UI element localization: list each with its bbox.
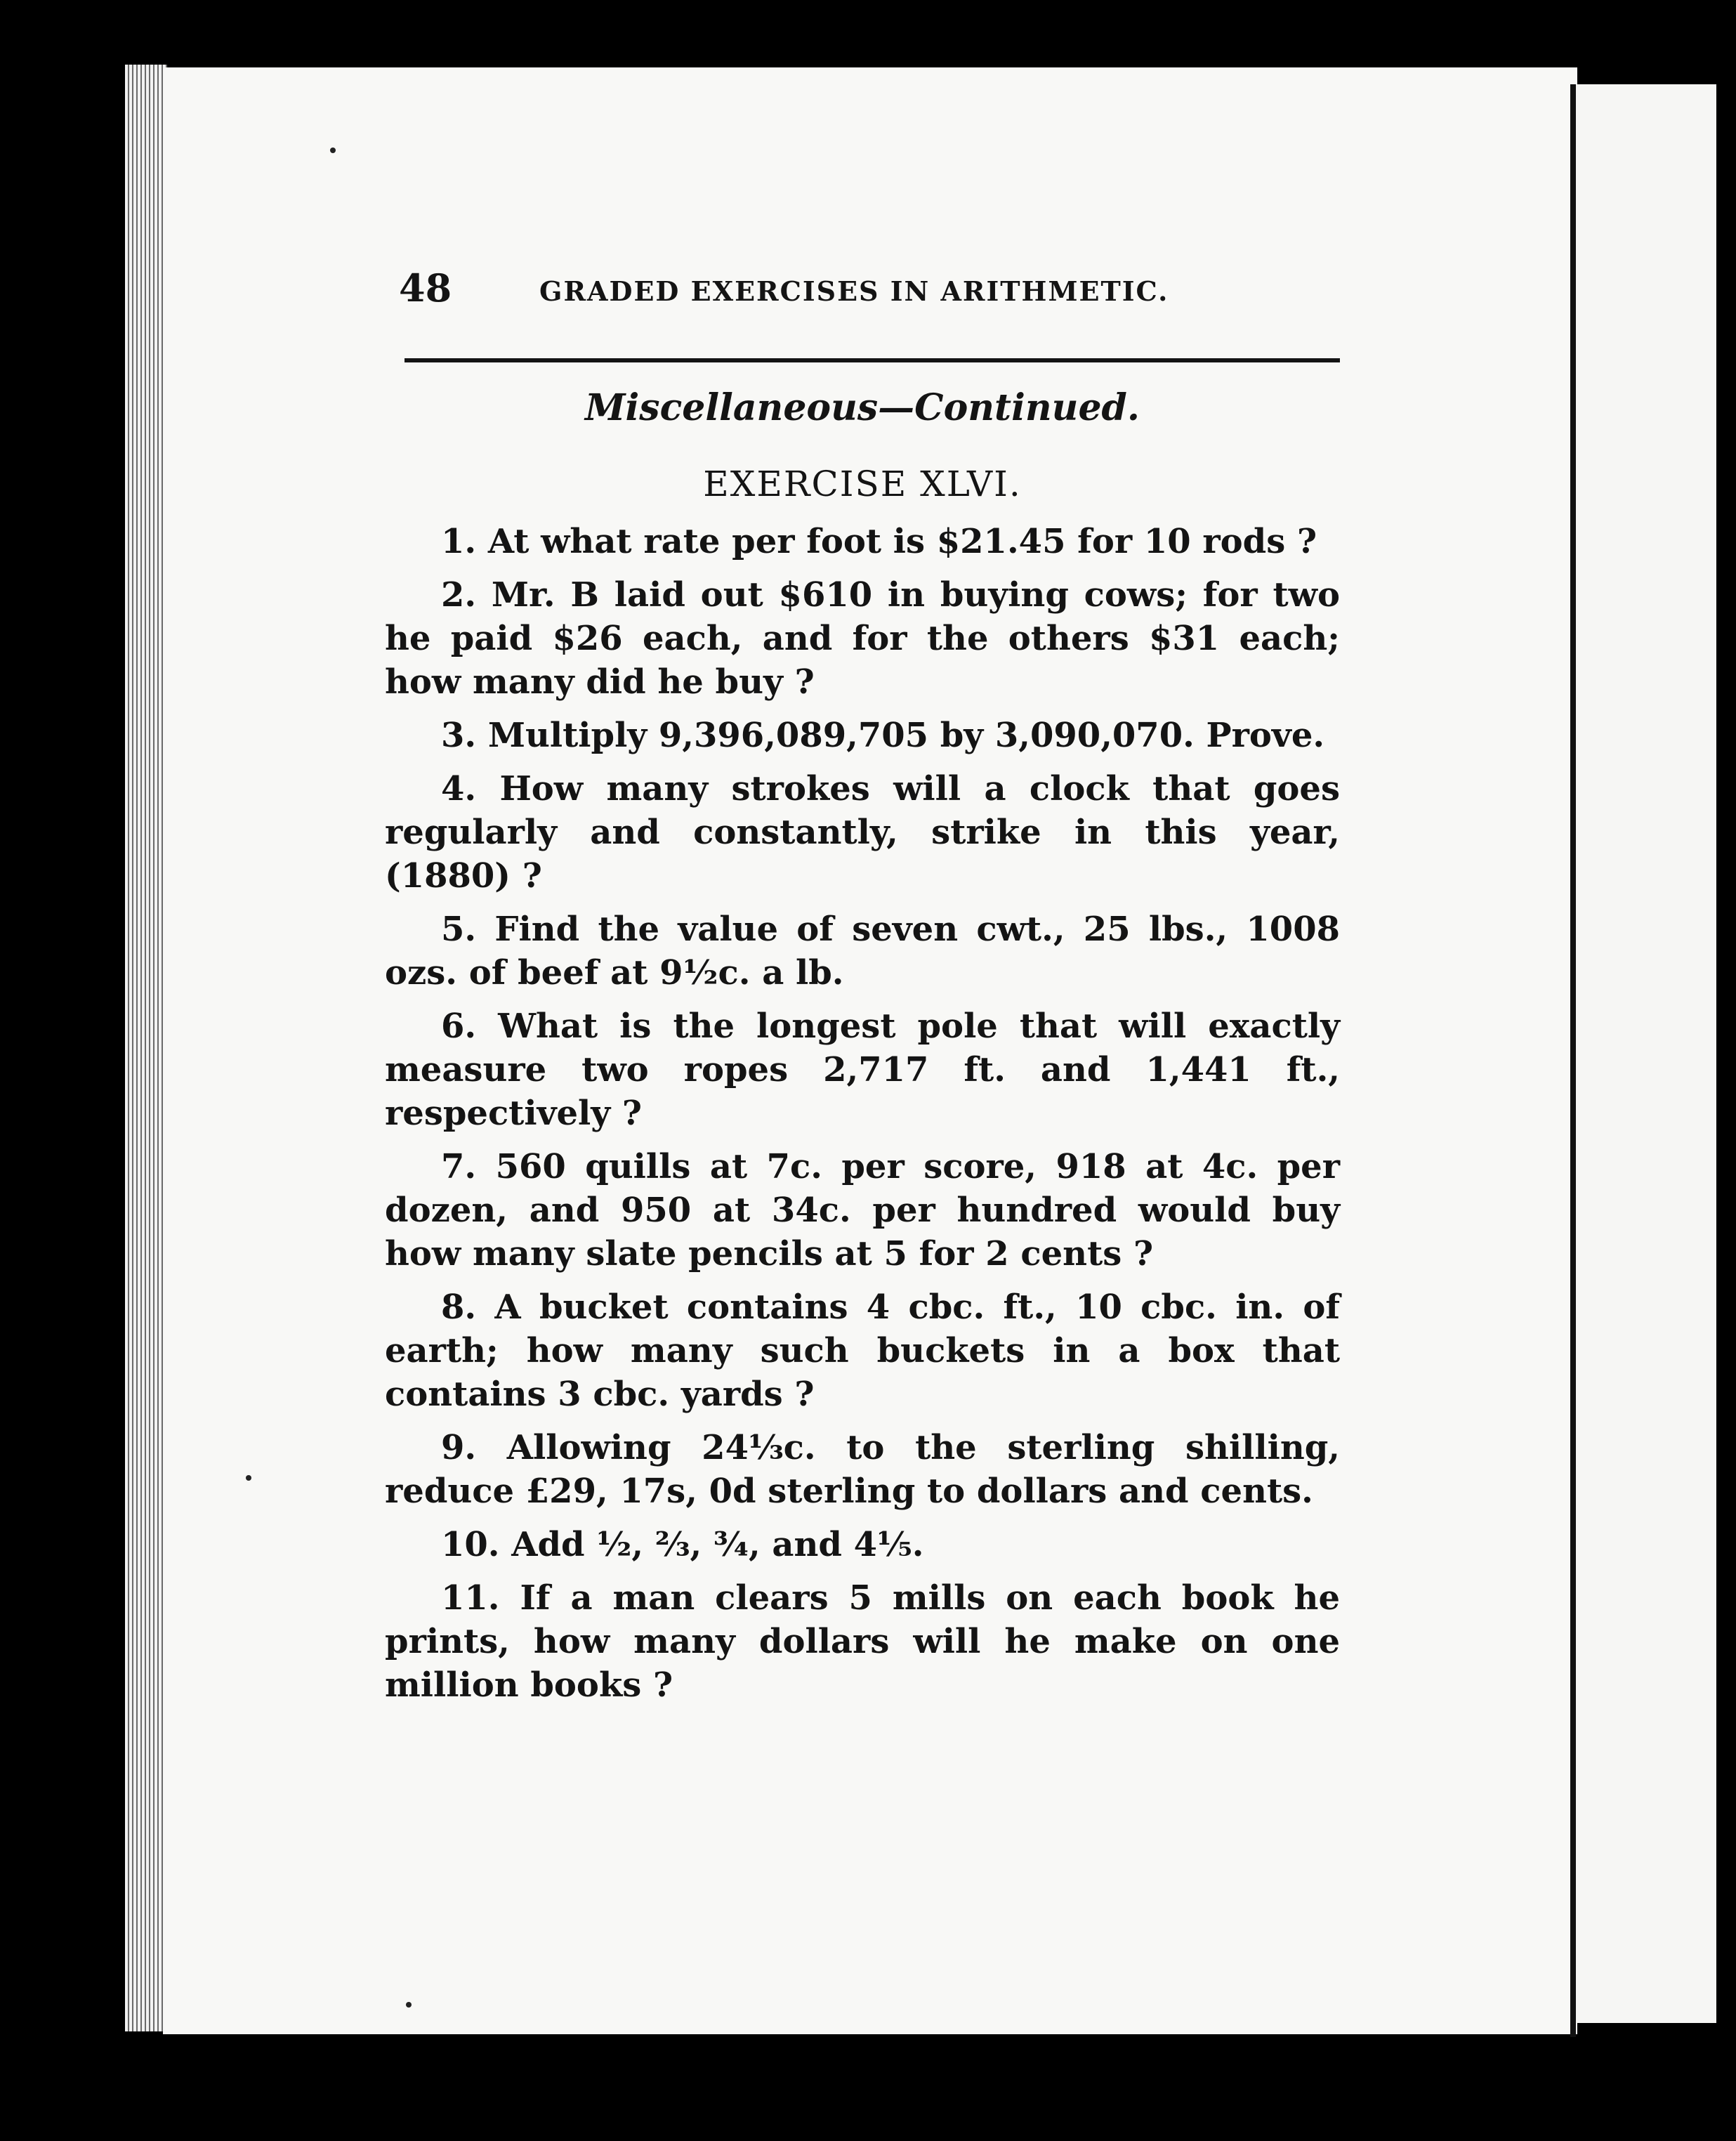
exercise-title: EXERCISE XLVI. — [703, 464, 1022, 504]
problem-number: 8. — [441, 1288, 477, 1327]
problem-number: 10. — [441, 1525, 500, 1564]
margin-speck — [246, 1475, 251, 1481]
problem-text: Find the value of seven cwt., 25 lbs., 1008 ozs. of beef at 9½c. a lb. — [385, 910, 1340, 993]
problem-text: 560 quills at 7c. per score, 918 at 4c. per dozen, and 950 at 34c. per hundred would buy how many slate pencils at 5 for 2 cents ? — [385, 1147, 1340, 1274]
header-rule — [405, 358, 1340, 362]
problem-text: A bucket contains 4 cbc. ft., 10 cbc. in. of earth; how many such buckets in a box that contains 3 cbc. yards ? — [385, 1288, 1341, 1414]
problem-number: 9. — [441, 1428, 477, 1467]
problem-item — [385, 1523, 1340, 1566]
facing-page-edge — [1576, 84, 1716, 2023]
problem-item — [385, 520, 1340, 563]
page-content — [385, 253, 1341, 1705]
page-header — [385, 253, 1340, 309]
running-head: GRADED EXERCISES IN ARITHMETIC. — [539, 275, 1169, 307]
problem-item — [385, 1285, 1340, 1416]
problem-text: Add ½, ⅔, ¾, and 4⅕. — [511, 1525, 924, 1564]
margin-speck — [406, 2002, 412, 2008]
problem-item — [385, 908, 1340, 995]
problem-item — [385, 1576, 1340, 1707]
problem-number: 5. — [441, 910, 477, 949]
problem-number: 4. — [441, 769, 477, 808]
problem-text: How many strokes will a clock that goes regularly and constantly, strike in this year, (1880) ? — [385, 769, 1340, 896]
problem-list — [385, 520, 1340, 1717]
problem-item — [385, 714, 1340, 757]
gutter-shadow — [1570, 84, 1576, 2037]
section-title: Miscellaneous—Continued. — [584, 386, 1140, 429]
problem-item — [385, 1004, 1340, 1135]
problem-number: 2. — [441, 575, 477, 615]
problem-item — [385, 1145, 1340, 1276]
page-number: 48 — [399, 266, 452, 310]
problem-number: 1. — [441, 522, 477, 561]
problem-text: Multiply 9,396,089,705 by 3,090,070. Prove. — [487, 716, 1325, 755]
problem-text: Allowing 24⅓c. to the sterling shilling, reduce £29, 17s, 0d sterling to dollars and cents. — [385, 1428, 1340, 1511]
problem-number: 11. — [441, 1578, 500, 1618]
page-edges — [125, 65, 167, 2031]
problem-text: Mr. B laid out $610 in buying cows; for two he paid $26 each, and for the others $31 each; how many did he buy ? — [385, 575, 1341, 702]
problem-text: If a man clears 5 mills on each book he prints, how many dollars will he make on one million books ? — [385, 1578, 1340, 1705]
problem-text: What is the longest pole that will exactly measure two ropes 2,717 ft. and 1,441 ft., respectively ? — [385, 1007, 1340, 1133]
problem-number: 7. — [441, 1147, 477, 1186]
problem-item — [385, 573, 1340, 704]
problem-item — [385, 767, 1340, 898]
problem-number: 3. — [441, 716, 477, 755]
problem-text: At what rate per foot is $21.45 for 10 rods ? — [487, 522, 1317, 561]
problem-number: 6. — [441, 1007, 477, 1046]
problem-item — [385, 1426, 1340, 1513]
margin-speck — [330, 148, 336, 153]
